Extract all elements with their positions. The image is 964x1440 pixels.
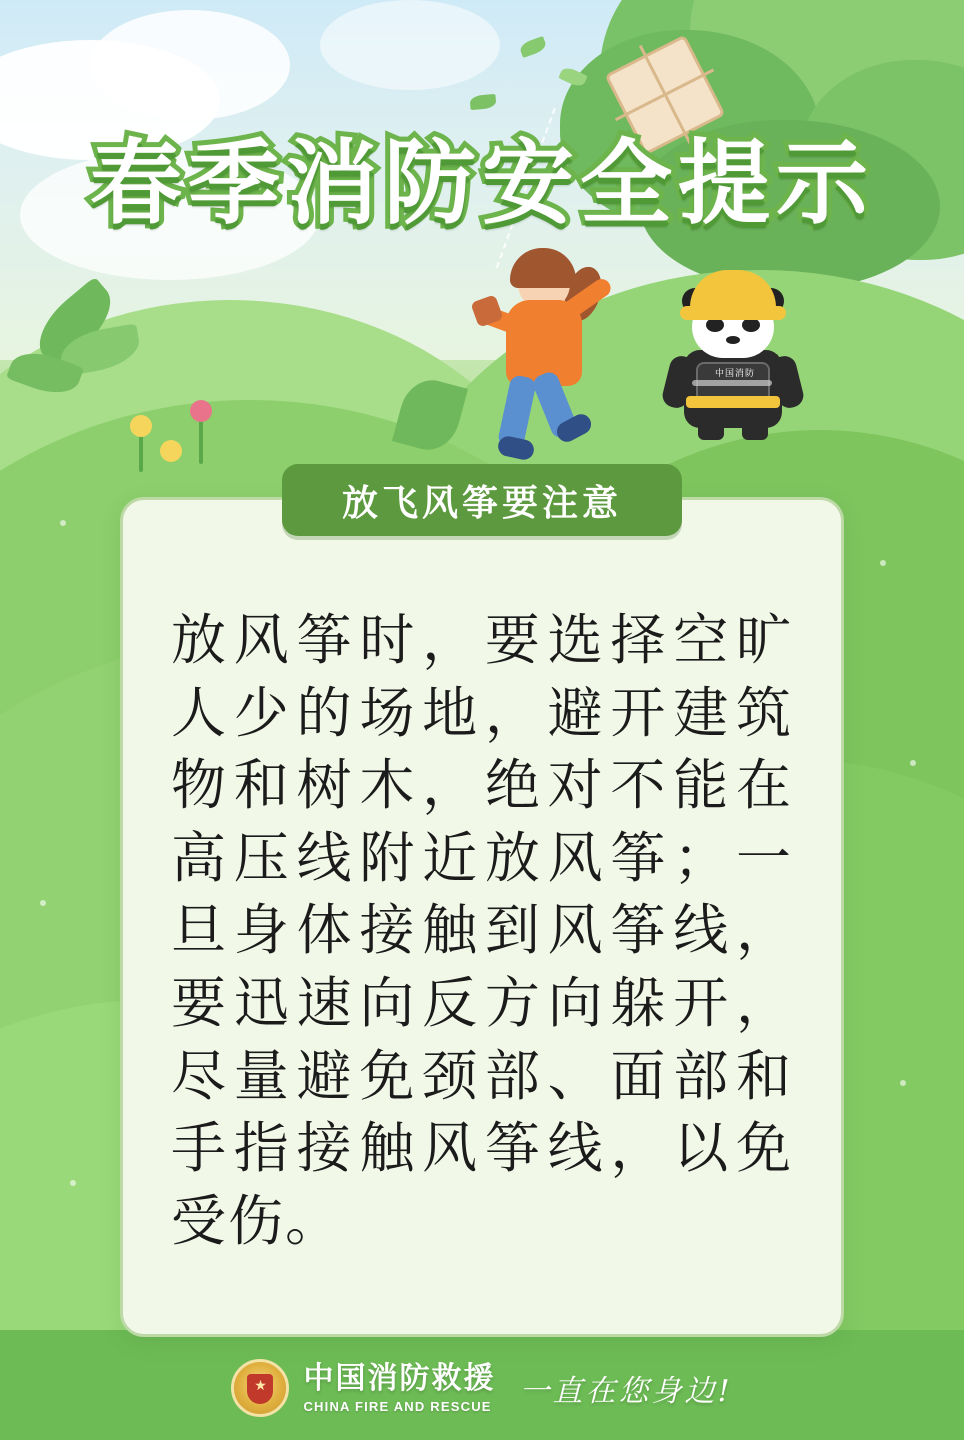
section-heading: 放飞风筝要注意: [282, 464, 682, 536]
content-card: [120, 482, 844, 1337]
flower-stem: [139, 432, 143, 472]
section-body-text: 放风筝时，要选择空旷人少的场地，避开建筑物和树木，绝对不能在高压线附近放风筝；一旦身体接触到风筝线，要迅速向反方向躲开，尽量避免颈部、面部和手指接触风筝线，以免受伤。: [171, 608, 793, 1253]
flower-stem: [199, 418, 203, 464]
panda-firefighter-mascot: [662, 270, 802, 440]
flower-shape: [160, 440, 182, 462]
mascot-chest-text: 中国消防: [714, 369, 755, 379]
speck-dot: [40, 900, 46, 906]
flower-shape: [190, 400, 212, 422]
page-title: 春季消防安全提示: [89, 130, 874, 237]
speck-dot: [60, 520, 66, 526]
speck-dot: [70, 1180, 76, 1186]
flower-shape: [130, 415, 152, 437]
footer-org: [303, 1360, 496, 1414]
footer-org-en: CHINA FIRE AND RESCUE: [303, 1398, 492, 1414]
footer-bar: [0, 1336, 964, 1440]
speck-dot: [880, 560, 886, 566]
speck-dot: [910, 760, 916, 766]
child-illustration: [470, 250, 630, 460]
footer-slogan: 一直在您身边!: [519, 1374, 733, 1409]
footer-org-cn: 中国消防救援: [303, 1360, 496, 1396]
cloud-shape: [320, 0, 500, 90]
cloud-shape: [90, 10, 290, 120]
fire-rescue-emblem-icon: ★: [231, 1359, 289, 1417]
poster-title-wrap: [0, 110, 964, 242]
speck-dot: [900, 1080, 906, 1086]
